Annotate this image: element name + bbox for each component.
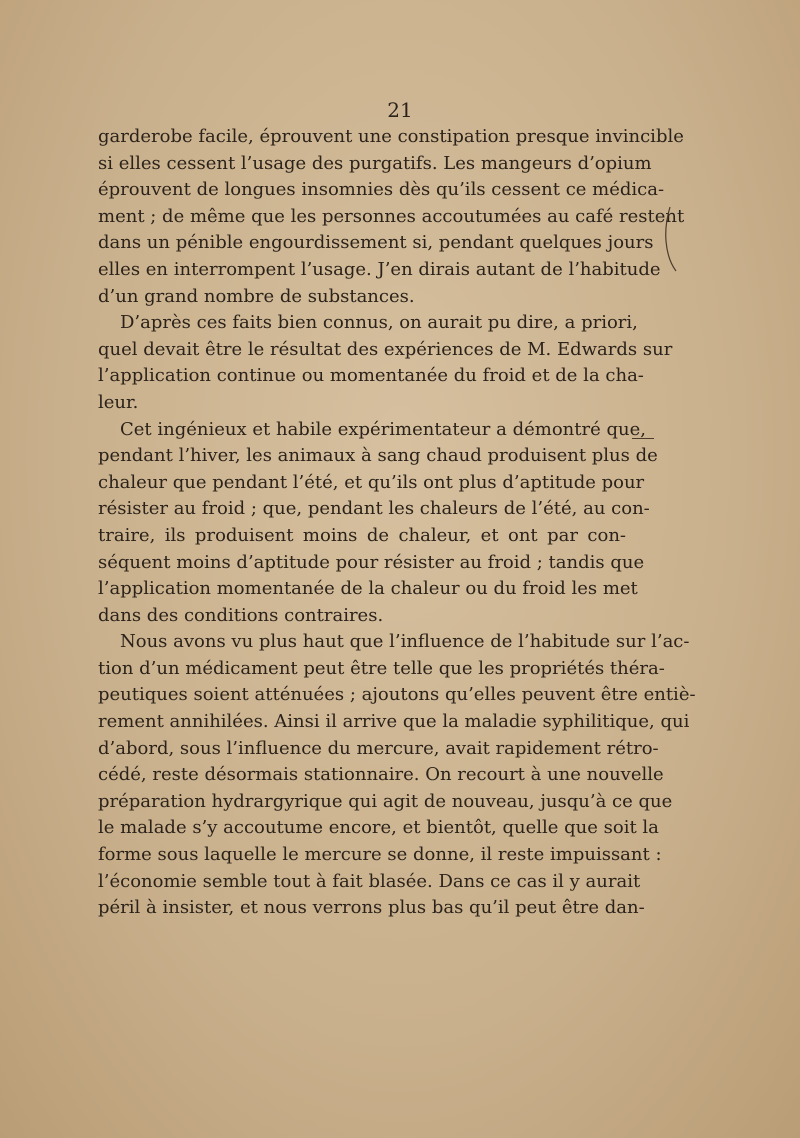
margin-pencil-mark [660, 205, 680, 275]
body-text [98, 124, 696, 922]
paragraph-3 [98, 417, 658, 630]
text-line: garderobe facile, éprouvent une constipation presque invincible [98, 126, 684, 147]
margin-dash-mark [632, 438, 654, 439]
text-line: l’économie semble tout à fait blasée. Dans ce cas il y aurait [98, 870, 641, 892]
text-line: elles en interrompent l’usage. J’en dirais autant de l’habitude [98, 258, 661, 280]
text-line: l’application momentanée de la chaleur ou du froid les met [98, 578, 638, 600]
text-line: préparation hydrargyrique qui agit de nouveau, jusqu’à ce que [98, 790, 673, 812]
text-line: peutiques soient atténuées ; ajoutons qu’elles peuvent être entiè- [98, 684, 696, 706]
text-line: chaleur que pendant l’été, et qu’ils ont plus d’aptitude pour [98, 471, 645, 493]
text-line: si elles cessent l’usage des purgatifs. Les mangeurs d’opium [98, 152, 652, 174]
text-line: ment ; de même que les personnes accoutumées au café restent [98, 205, 685, 227]
text-line: péril à insister, et nous verrons plus bas qu’il peut être dan- [98, 897, 645, 919]
text-line: tion d’un médicament peut être telle que les propriétés théra- [98, 657, 665, 679]
paragraph-4 [98, 629, 696, 922]
text-line: l’application continue ou momentanée du froid et de la cha- [98, 365, 644, 387]
paragraph-1 [98, 124, 685, 310]
text-line: dans un pénible engourdissement si, pendant quelques jours [98, 232, 654, 254]
text-line: rement annihilées. Ainsi il arrive que la maladie syphilitique, qui [98, 711, 690, 733]
text-line: forme sous laquelle le mercure se donne, il reste impuissant : [98, 844, 662, 866]
page-number: 21 [387, 98, 413, 122]
text-line: Nous avons vu plus haut que l’influence de l’habitude sur l’ac- [120, 631, 690, 653]
text-line: séquent moins d’aptitude pour résister au froid ; tandis que [98, 551, 645, 573]
text-line: d’un grand nombre de substances. [98, 285, 415, 307]
text-line: éprouvent de longues insomnies dès qu’ils cessent ce médica- [98, 179, 665, 201]
text-line: quel devait être le résultat des expériences de M. Edwards sur [98, 338, 673, 360]
text-line: d’abord, sous l’influence du mercure, avait rapidement rétro- [98, 737, 659, 759]
text-line: résister au froid ; que, pendant les chaleurs de l’été, au con- [98, 498, 650, 520]
text-line: cédé, reste désormais stationnaire. On recourt à une nouvelle [98, 764, 664, 786]
text-line: dans des conditions contraires. [98, 604, 384, 626]
text-line: Cet ingénieux et habile expérimentateur a démontré que, [120, 418, 646, 440]
paragraph-2 [98, 310, 673, 416]
text-line: leur. [98, 391, 139, 413]
text-line: D’après ces faits bien connus, on aurait pu dire, a priori, [120, 312, 638, 334]
text-line: pendant l’hiver, les animaux à sang chaud produisent plus de [98, 445, 658, 467]
text-line: le malade s’y accoutume encore, et bientôt, quelle que soit la [98, 817, 659, 839]
text-line: traire, ils produisent moins de chaleur, et ont par con- [98, 524, 626, 546]
